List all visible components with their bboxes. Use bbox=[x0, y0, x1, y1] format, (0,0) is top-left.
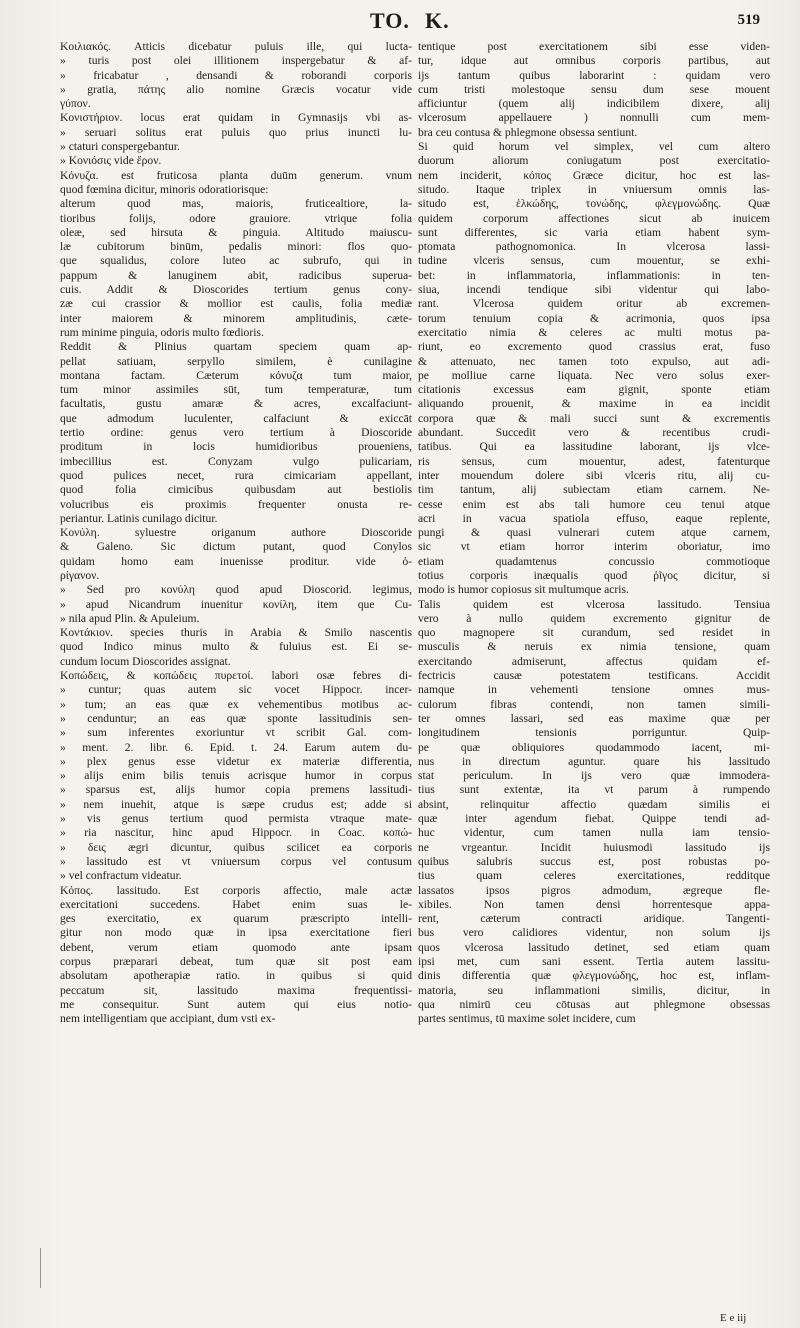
text-line: » sparsus est, alijs humor copia premens lassitudi- bbox=[60, 783, 412, 797]
text-line: absolutam apotherapiæ ratio. in quibus si quid bbox=[60, 969, 412, 983]
text-line: proditum in locis humidioribus proueniens, bbox=[60, 440, 412, 454]
text-line: tius quam celeres exercitationes, redditque bbox=[418, 869, 770, 883]
text-line: huc videntur, cum tamen nulla iam tensio- bbox=[418, 826, 770, 840]
text-line: culorum fibras contendi, non tamen simili- bbox=[418, 697, 770, 711]
text-line: imbecillius est. Conyzam vulgo pulicariam, bbox=[60, 454, 412, 468]
left-text-column bbox=[60, 40, 412, 1026]
text-line: ris sensus, cum mouentur, adest, fatenturque bbox=[418, 454, 770, 468]
text-line: tatibus. Qui ea lassitudine laborant, ijs vlce- bbox=[418, 440, 770, 454]
text-line: riunt, eo excremento quod crassius erat, fuso bbox=[418, 340, 770, 354]
text-line: exercitationi succedens. Habet enim suas le- bbox=[60, 897, 412, 911]
signature-mark: E e iij bbox=[720, 1312, 747, 1324]
text-line: pappum & lanuginem abit, radicibus superua- bbox=[60, 268, 412, 282]
text-line: » cenduntur; an eas quæ sponte lassitudinis sen- bbox=[60, 711, 412, 725]
text-line: stat periculum. In ijs vero quæ immodera- bbox=[418, 769, 770, 783]
text-line: & attenuato, nec tamen toto expulso, aut adi- bbox=[418, 354, 770, 368]
text-line: partes sentimus, tū maxime solet incidere, cum bbox=[418, 1012, 636, 1026]
text-line: quod pulices necet, rura cimicariam appellant, bbox=[60, 468, 412, 482]
text-line: Κόπος. lassitudo. Est corporis affectio, male actæ bbox=[60, 883, 412, 897]
text-line: corpus præparari debeat, tum quæ sit post eam bbox=[60, 955, 412, 968]
text-line: ter omnes lassari, sed eas maxime quæ per bbox=[418, 711, 770, 725]
text-line: » vel confractum videatur. bbox=[60, 869, 182, 883]
text-line: cuis. Addit & Dioscorides tertium genus cony- bbox=[60, 283, 412, 297]
text-line: quidam homo eam inuenisse proditur. vide ὀ- bbox=[60, 554, 412, 568]
margin-line bbox=[40, 1248, 53, 1288]
text-line: situdo est, ἑλκώδης, τονώδης, φλεγμονώδης. Quæ bbox=[418, 197, 770, 211]
text-line: namque in vehementi tensione omnes mus- bbox=[418, 683, 770, 697]
text-line: afficiuntur (quem alij indicibilem dixere, alij bbox=[418, 97, 770, 111]
text-line: rum minime pinguia, odoris multo fœdioris. bbox=[60, 325, 264, 339]
text-line: musculis & neruis ex nimia tensione, quam bbox=[418, 640, 770, 654]
text-line: » nila apud Plin. & Apuleium. bbox=[60, 611, 200, 625]
text-line: cum tristi molestoque sensu dum sese mouent bbox=[418, 82, 770, 96]
text-line: tius sunt extentæ, ita vt parum à rumpendo bbox=[418, 783, 770, 797]
text-line: corpora quæ & mali succi sunt & excrementis bbox=[418, 411, 770, 425]
text-line: & Galeno. Sic dictum putant, quod Conylos bbox=[60, 540, 412, 554]
text-line: » Κονιόσις vide ἔρον. bbox=[60, 154, 162, 168]
text-line: » vis genus tertium quod permista vtraque mate- bbox=[60, 812, 412, 826]
text-line: Κοπώδεις, & κοπώδεις πυρετοί. labori osæ febres di- bbox=[60, 669, 412, 683]
text-line: absint, relinquitur affectio quædam similis ei bbox=[418, 797, 770, 811]
text-line: pungi & quasi vulnerari cutem atque carnem, bbox=[418, 526, 770, 540]
text-line: » ctaturi conspergebantur. bbox=[60, 140, 180, 154]
text-line: torum tenuium copia & acrimonia, quos ipsa bbox=[418, 311, 770, 325]
text-line: pellat satiuam, serpyllo similem, è cunilagine bbox=[60, 354, 412, 368]
text-line: xibiles. Non tamen densi horrentesque appa- bbox=[418, 897, 770, 911]
text-line: » Sed pro κονύλη quod apud Dioscorid. legimus, bbox=[60, 583, 412, 597]
text-line: » ria nascitur, hinc apud Hippocr. in Coac. κοπώ- bbox=[60, 826, 412, 840]
text-line: matoria, seu inflammationi similis, dicitur, in bbox=[418, 983, 770, 997]
text-line: me consequitur. Sunt autem qui eius notio- bbox=[60, 997, 412, 1011]
text-line: » tum; an eas quæ ex vehementibus motibus ac- bbox=[60, 697, 412, 711]
text-line: que squalidus, colore luteo ac subrufo, qui in bbox=[60, 254, 412, 268]
text-line: ipsi met, cum sani essent. Tertia autem lassitu- bbox=[418, 955, 770, 968]
text-line: Κόνυζα. est fruticosa planta duūm generum. vnum bbox=[60, 168, 412, 182]
text-line: cesse enim est abs tali humore ceu tenui atque bbox=[418, 497, 770, 511]
text-line: gitur non modo quæ in ipsa exercitatione fieri bbox=[60, 926, 412, 940]
text-line: bet: in inflammatoria, inflammationis: in ten- bbox=[418, 268, 770, 282]
text-line: situdo. Itaque triplex in vniuersum omnis las- bbox=[418, 182, 770, 196]
text-line: ges exercitatio, ex quarum præscripto intelli- bbox=[60, 912, 412, 926]
text-line: nem inciderit, κόπος Græce dicitur, hoc est las- bbox=[418, 168, 770, 182]
text-line: dinis differentia quæ φλεγμονώδης, hoc est, inflam- bbox=[418, 969, 770, 983]
text-line: Reddit & Plinius quartam speciem quam ap- bbox=[60, 340, 412, 354]
text-line: quidem corporum affectiones sicut ab inuicem bbox=[418, 211, 770, 225]
text-line: tum minor assimiles sūt, tum temperaturæ, tum bbox=[60, 383, 412, 397]
text-line: ijs tantum quibus laborarint : quidam vero bbox=[418, 68, 770, 82]
text-line: quod folia cimicibus quibusdam aut bestiolis bbox=[60, 483, 412, 497]
text-line: quæ inter agendum fiebat. Quippe tendi ad- bbox=[418, 812, 770, 826]
text-line: Κοντάκιον. species thuris in Arabia & Smilo nascentis bbox=[60, 626, 412, 640]
text-line: periantur. Latinis cunilago dicitur. bbox=[60, 511, 218, 525]
text-line: debent, verum etiam quomodo ante ipsam bbox=[60, 940, 412, 954]
text-line: fectricis causæ potestatem testificans. Accidit bbox=[418, 669, 770, 683]
text-line: » fricabatur , densandi & roborandi corporis bbox=[60, 68, 412, 82]
text-line: tur, idque aut omnibus corporis partibus, aut bbox=[418, 54, 770, 68]
text-line: aliquando prouenit, & maxime in ea incidit bbox=[418, 397, 770, 411]
text-line: oleæ, sed hirsuta & pinguia. Altitudo maiuscu- bbox=[60, 225, 412, 239]
text-line: bus vero calidiores videntur, non solum ijs bbox=[418, 926, 770, 940]
text-line: vero à nullo quidem excremento gignitur de bbox=[418, 611, 770, 625]
text-line: cundum locum Dioscorides assignat. bbox=[60, 654, 231, 668]
right-text-column bbox=[418, 40, 770, 1026]
text-line: Κοιλιακός. Atticis dicebatur puluis ille, qui lucta- bbox=[60, 40, 412, 53]
text-line: tioribus folijs, odore grauiore. vtrique folia bbox=[60, 211, 412, 225]
text-line: etiam quadamtenus concussio commotioque bbox=[418, 554, 770, 568]
running-header bbox=[40, 8, 760, 34]
text-line: quod fœmina dicitur, minoris odoratiorisque: bbox=[60, 182, 269, 196]
text-line: nus in directum aguntur. quare his lassitudo bbox=[418, 754, 770, 768]
text-line: inter mouendum dolere sibi vlceris ritu, alij cu- bbox=[418, 468, 770, 482]
text-line: citationis excessus eam gignit, sponte etiam bbox=[418, 383, 770, 397]
text-line: lassatos ipsos pigros admodum, ægreque fle- bbox=[418, 883, 770, 897]
text-line: tentique post exercitationem sibi esse viden- bbox=[418, 40, 770, 53]
text-line: zæ cui crassior & mollior est caulis, folia mediæ bbox=[60, 297, 412, 311]
text-line: ρίγανον. bbox=[60, 568, 100, 582]
text-line: » ment. 2. libr. 6. Epid. t. 24. Earum autem du- bbox=[60, 740, 412, 754]
text-line: » gratia, πάτης alio nomine Græcis vocatur vide bbox=[60, 82, 412, 96]
text-line: vlcerosum appellauere ) nonnulli cum mem- bbox=[418, 111, 770, 125]
text-line: acri in vacua spatiola effuso, eaque replente, bbox=[418, 511, 770, 525]
header-left-letters: TO. bbox=[370, 8, 410, 33]
text-line: que admodum luculenter, calfaciunt & exiccāt bbox=[60, 411, 412, 425]
text-line: sic vt etiam horror interim oboriatur, imo bbox=[418, 540, 770, 554]
text-line: » sum inferentes exoriuntur vt scribit Gal. com- bbox=[60, 726, 412, 740]
text-line: siua, incendi tendique sibi videntur qui labo- bbox=[418, 283, 770, 297]
text-line: » nem inuehit, atque is sæpe crudus est; adde si bbox=[60, 797, 412, 811]
text-line: » lassitudo est vt vniuersum corpus vel contusum bbox=[60, 854, 412, 868]
text-line: nem intelligentiam que accipiant, dum vsti ex- bbox=[60, 1012, 276, 1026]
text-line: Talis quidem est vlcerosa lassitudo. Tensiua bbox=[418, 597, 770, 611]
text-line: rent, cæterum contracti aridique. Tangenti- bbox=[418, 912, 770, 926]
text-line: bra ceu contusa & phlegmone obsessa sentiunt. bbox=[418, 125, 638, 139]
text-line: tim tantum, alij subiectam etiam carnem. Ne- bbox=[418, 483, 770, 497]
header-right-letters: K. bbox=[425, 8, 450, 33]
text-line: Κονιστήριον. locus erat quidam in Gymnasijs vbi as- bbox=[60, 111, 412, 125]
text-line: γύπον. bbox=[60, 97, 91, 111]
text-line: quod Indico minus multo & fuluius est. Ei se- bbox=[60, 640, 412, 654]
text-line: peccatum sit, lassitudo maxima frequentissi- bbox=[60, 983, 412, 997]
text-line: volucribus eis proximis frequenter onusta re- bbox=[60, 497, 412, 511]
text-line: pe quæ obliquiores quodammodo iacent, mi- bbox=[418, 740, 770, 754]
text-line: montana factam. Cæterum κόνυζα tum maior, bbox=[60, 368, 412, 382]
text-line: » plex genus esse videtur ex materiæ differentia, bbox=[60, 754, 412, 768]
page-number: 519 bbox=[737, 12, 760, 28]
text-line: » apud Nicandrum inuenitur κονίλη, item que Cu- bbox=[60, 597, 412, 611]
text-line: facultatis, gustu amaræ & acres, excalfaciunt- bbox=[60, 397, 412, 411]
text-line: totius corporis inæqualis quod ῥῖγος dicitur, si bbox=[418, 568, 770, 582]
text-line: ptomata pathognomonica. In vlcerosa lassi- bbox=[418, 240, 770, 254]
text-line: tertio ordine: genus vero tertium à Dioscoride bbox=[60, 426, 412, 440]
text-line: abundant. Succedit vero & recentibus crudi- bbox=[418, 426, 770, 440]
text-line: pe molliue carne liquata. Nec vero solus exer- bbox=[418, 368, 770, 382]
text-line: exercitando admiserunt, affectus quidam ef- bbox=[418, 654, 770, 668]
text-line: inter maiorem & minorem amplitudinis, cæte- bbox=[60, 311, 412, 325]
text-line: exercitatio nimia & celeres ac multi motus pa- bbox=[418, 325, 770, 339]
text-line: alterum quod mas, maioris, fruticealtiore, la- bbox=[60, 197, 412, 211]
text-line: quo magnopere sit curandum, sed residet in bbox=[418, 626, 770, 640]
text-line: Si quid horum vel simplex, vel cum altero bbox=[418, 140, 770, 154]
text-line: rant. Vlcerosa quidem oritur ab excremen- bbox=[418, 297, 770, 311]
text-line: ne vrgeantur. Incidit huiusmodi lassitudo ijs bbox=[418, 840, 770, 854]
text-line: » δεις ægri dicuntur, quibus scilicet ea corporis bbox=[60, 840, 412, 854]
text-line: longitudinem tensionis porriguntur. Quip- bbox=[418, 726, 770, 740]
text-line: qua nimirū ceu cōtusas aut phlegmone obsessas bbox=[418, 997, 770, 1011]
text-line: Κονύλη. syluestre origanum authore Dioscoride bbox=[60, 526, 412, 540]
text-line: sunt differentes, sic varia etiam habent sym- bbox=[418, 225, 770, 239]
text-line: quos vlcerosa lassitudo detinet, sed etiam quam bbox=[418, 940, 770, 954]
text-line: duorum aliorum coniugatum post exercitatio- bbox=[418, 154, 770, 168]
text-line: » cuntur; quas autem sic vocet Hippocr. incer- bbox=[60, 683, 412, 697]
text-line: » seruari solitus erat puluis quo prius inuncti lu- bbox=[60, 125, 412, 139]
text-line: » turis post olei illitionem inspergebatur & af- bbox=[60, 54, 412, 68]
text-line: modo is humor copiosus sit multumque acris. bbox=[418, 583, 629, 597]
text-line: tudine vlceris sensus, cum mouentur, se exhi- bbox=[418, 254, 770, 268]
text-line: » alijs enim bilis tenuis acrisque humor in corpus bbox=[60, 769, 412, 783]
text-line: quibus salubris succus est, post robustas po- bbox=[418, 854, 770, 868]
text-line: læ cubitorum binūm, pedalis minori: flos quo- bbox=[60, 240, 412, 254]
